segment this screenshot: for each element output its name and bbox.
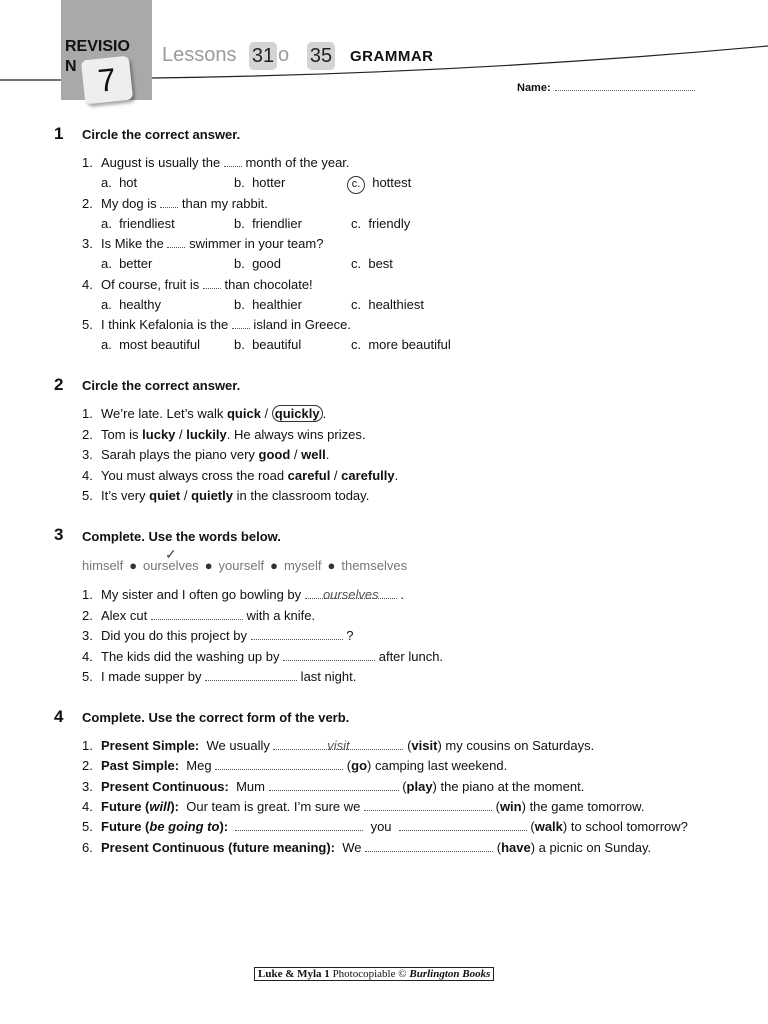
separator: /	[260, 406, 272, 421]
separator: /	[330, 467, 342, 483]
option-text: friendly	[361, 215, 411, 231]
item-text: We	[342, 839, 366, 855]
word-bank	[82, 558, 407, 573]
section-3-number: 3	[54, 525, 64, 544]
word-choice-1[interactable]: quiet	[149, 488, 181, 503]
item-text: the piano at the moment.	[440, 778, 585, 794]
item-number: 6.	[82, 839, 93, 855]
option-b[interactable]	[234, 256, 281, 271]
section-4-title: Complete. Use the correct form of the verb.	[82, 710, 350, 725]
item-text: . He always wins prizes.	[226, 426, 366, 442]
option-c[interactable]	[351, 216, 410, 231]
answer-blank[interactable]: visit	[273, 738, 403, 750]
item-text: my cousins on Saturdays.	[445, 738, 595, 753]
option-letter: b.	[234, 256, 245, 271]
option-a[interactable]	[101, 256, 152, 271]
bullet-icon: ●	[129, 558, 138, 573]
option-text: hotter	[244, 175, 286, 190]
lesson-to: 35	[307, 42, 335, 70]
option-letter: a.	[101, 296, 112, 312]
option-text: beautiful	[244, 337, 302, 352]
question-item	[82, 317, 351, 332]
section-1-title: Circle the correct answer.	[82, 127, 241, 142]
base-verb: go	[351, 758, 368, 774]
word-choice-1[interactable]: careful	[287, 467, 331, 483]
footer-credit	[254, 967, 494, 981]
check-mark-icon: ✓	[165, 546, 177, 562]
option-letter: a.	[101, 337, 112, 352]
answer-blank[interactable]: ourselves	[305, 587, 397, 599]
answer-blank[interactable]	[167, 236, 185, 248]
option-letter: b.	[234, 215, 245, 231]
option-text: friendliest	[111, 215, 175, 231]
circled-option-letter: c.	[347, 176, 365, 194]
word-choice-2[interactable]: well	[301, 447, 326, 462]
footer-photocopiable: Photocopiable	[332, 968, 396, 980]
base-verb: have	[501, 839, 531, 855]
question-text: My dog is	[101, 195, 161, 211]
item-text: you	[363, 819, 399, 835]
sentence-item	[82, 427, 365, 442]
item-text: Alex cut	[101, 607, 151, 623]
item-text: a picnic on Sunday.	[538, 839, 652, 855]
item-number: 1.	[82, 738, 93, 753]
question-number: 2.	[82, 195, 93, 211]
question-item	[82, 196, 268, 211]
footer-publisher: Burlington Books	[409, 968, 491, 980]
sentence-item	[82, 608, 315, 623]
answer-blank[interactable]	[269, 779, 399, 791]
answer-blank[interactable]	[399, 819, 527, 831]
base-verb: play	[406, 778, 433, 794]
tense-label: Past Simple:	[101, 758, 180, 774]
verb-item: 6. Present Continuous (future meaning): We (have) a picnic on Sunday.	[82, 839, 652, 855]
question-text: month of the year.	[241, 155, 350, 170]
item-text: .	[325, 447, 330, 462]
answer-blank[interactable]	[160, 196, 178, 208]
word-choice-2[interactable]: luckily	[186, 426, 227, 442]
option-c[interactable]	[351, 256, 393, 271]
tense-label-italic: will	[149, 798, 171, 814]
option-letter: b.	[234, 296, 245, 312]
lesson-from: 31	[249, 42, 277, 70]
item-number: 3.	[82, 628, 93, 643]
item-number: 1.	[82, 406, 93, 421]
option-letter: a.	[101, 215, 112, 231]
item-number: 4.	[82, 798, 93, 814]
separator: /	[290, 447, 302, 462]
item-text: You must always cross the road	[101, 467, 288, 483]
item-text: Did you do this project by	[101, 628, 251, 643]
option-a[interactable]	[101, 297, 161, 312]
item-number: 2.	[82, 426, 93, 442]
answer-blank[interactable]	[364, 799, 492, 811]
question-text: than chocolate!	[220, 276, 313, 292]
item-text: to school tomorrow?	[570, 819, 688, 835]
verb-item: 3. Present Continuous: Mum (play) the piano at the moment.	[82, 778, 585, 794]
item-text: We usually	[206, 738, 274, 753]
bullet-icon: ●	[327, 558, 336, 573]
answer-blank[interactable]	[205, 669, 297, 681]
word-choice-2[interactable]: quietly	[191, 488, 233, 503]
word-choice-1[interactable]: good	[258, 447, 291, 462]
word-bank-item: themselves	[341, 558, 408, 573]
option-letter: a.	[101, 175, 112, 190]
question-number: 5.	[82, 317, 93, 332]
answer-blank[interactable]	[235, 819, 363, 831]
question-text: I think Kefalonia is the	[101, 317, 232, 332]
sentence-item	[82, 669, 356, 684]
lessons-label: Lessons	[162, 44, 237, 66]
answer-blank[interactable]	[151, 608, 243, 620]
verb-item: 4. Future (will): Our team is great. I’m sure we (win) the game tomorrow.	[82, 798, 645, 814]
lesson-to-word: o	[278, 44, 290, 66]
bullet-icon: ●	[204, 558, 213, 573]
option-text: friendlier	[244, 215, 302, 231]
item-text: The kids did the washing up by	[101, 648, 284, 664]
item-text: I made supper by	[101, 669, 206, 684]
question-number: 4.	[82, 276, 93, 292]
item-text: in the classroom today.	[232, 488, 370, 503]
item-number: 3.	[82, 778, 93, 794]
option-text: hottest	[365, 175, 412, 190]
option-letter: a.	[101, 256, 112, 271]
option-text: most beautiful	[111, 337, 200, 352]
sentence-item	[82, 488, 369, 503]
option-text: more beautiful	[361, 337, 451, 352]
option-letter: c.	[351, 337, 362, 352]
item-text: Sarah plays the piano very	[101, 447, 259, 462]
verb-item: 1. Present Simple: We usually visit (visit) my cousins on Saturdays.	[82, 738, 595, 753]
answer-blank[interactable]	[283, 649, 375, 661]
answer-blank[interactable]	[215, 758, 343, 770]
item-text: It’s very	[101, 488, 150, 503]
section-2-number: 2	[54, 375, 64, 394]
option-c[interactable]	[351, 175, 411, 194]
word-choice-2[interactable]: quickly	[272, 405, 323, 422]
question-item	[82, 277, 313, 292]
item-number: 5.	[82, 819, 93, 835]
item-number: 1.	[82, 587, 93, 602]
name-label: Name:	[517, 82, 551, 94]
question-text: August is usually the	[101, 155, 224, 170]
answer-blank[interactable]	[203, 277, 221, 289]
tense-label: Future (be going to):	[101, 819, 229, 835]
item-text: Meg	[186, 758, 216, 774]
answer-blank[interactable]	[232, 317, 250, 329]
verb-item: 2. Past Simple: Meg (go) camping last weekend.	[82, 758, 508, 774]
option-b[interactable]	[234, 337, 301, 352]
word-choice-2[interactable]: carefully	[341, 467, 395, 483]
option-a[interactable]	[101, 216, 175, 231]
option-letter: c.	[351, 215, 362, 231]
sentence-item	[82, 649, 443, 664]
question-number: 1.	[82, 155, 93, 170]
sentence-item	[82, 406, 326, 421]
sentence-item	[82, 468, 398, 483]
footer-book: Luke & Myla 1	[258, 968, 330, 980]
sentence-item	[82, 628, 353, 643]
revision-number: 7	[81, 56, 133, 105]
item-text: ?	[342, 628, 354, 643]
separator: /	[175, 426, 187, 442]
base-verb: win	[499, 798, 522, 814]
option-text: best	[361, 256, 393, 271]
section-2-title: Circle the correct answer.	[82, 378, 241, 393]
base-verb: visit	[411, 738, 438, 753]
footer-copyright: ©	[398, 968, 407, 980]
item-text: after lunch.	[375, 648, 444, 664]
option-text: healthier	[244, 296, 302, 312]
option-a[interactable]	[101, 337, 200, 352]
item-text: Our team is great. I’m sure we	[186, 798, 364, 814]
tense-label-italic: be going to	[149, 819, 220, 835]
bullet-icon: ●	[270, 558, 278, 573]
item-number: 2.	[82, 607, 93, 623]
item-text: My sister and I often go bowling by	[101, 587, 305, 602]
word-bank-item: myself	[283, 558, 322, 573]
option-text: better	[111, 256, 153, 271]
question-text: swimmer in your team?	[185, 236, 324, 251]
item-text: Tom is	[101, 426, 143, 442]
word-bank-item: himself	[82, 558, 124, 573]
item-number: 4.	[82, 467, 93, 483]
tense-label: Present Simple:	[101, 738, 200, 753]
question-text: Of course, fruit is	[101, 276, 203, 292]
section-name: GRAMMAR	[350, 48, 434, 65]
option-a[interactable]	[101, 175, 137, 190]
option-text: hot	[111, 175, 138, 190]
answer-blank[interactable]	[251, 628, 343, 640]
item-text: .	[322, 406, 327, 421]
question-text: Is Mike the	[101, 236, 168, 251]
question-item	[82, 155, 350, 170]
question-text: island in Greece.	[249, 317, 351, 332]
item-text: last night.	[297, 669, 357, 684]
word-choice-1[interactable]: quick	[226, 406, 261, 421]
item-text: We’re late. Let’s walk	[101, 406, 227, 421]
option-c[interactable]	[351, 337, 451, 352]
option-c[interactable]	[351, 297, 424, 312]
option-b[interactable]	[234, 297, 302, 312]
item-number: 4.	[82, 648, 93, 664]
item-text: .	[394, 467, 399, 483]
option-b[interactable]	[234, 216, 302, 231]
question-text: than my rabbit.	[178, 195, 268, 211]
revision-label: REVISIO N	[65, 38, 130, 75]
answer-blank[interactable]	[365, 840, 493, 852]
item-text: camping last weekend.	[374, 758, 508, 774]
sentence-item	[82, 447, 329, 462]
item-number: 3.	[82, 447, 93, 462]
item-text: the game tomorrow.	[529, 798, 645, 814]
word-bank-item: yourself	[218, 558, 265, 573]
section-3-title: Complete. Use the words below.	[82, 529, 281, 544]
item-text: .	[396, 587, 405, 602]
revision-tab	[61, 0, 152, 100]
question-item	[82, 236, 323, 251]
tense-label: Present Continuous:	[101, 778, 229, 794]
item-text: with a knife.	[242, 607, 316, 623]
name-line[interactable]	[555, 81, 695, 91]
item-number: 5.	[82, 669, 93, 684]
option-text: healthiest	[361, 296, 424, 312]
option-letter: c.	[351, 256, 362, 271]
option-letter: c.	[351, 296, 362, 312]
option-text: healthy	[111, 296, 161, 312]
option-letter: b.	[234, 175, 245, 190]
section-1-number: 1	[54, 124, 64, 143]
word-choice-1[interactable]: lucky	[142, 426, 176, 442]
word-bank-item: ourselves	[143, 558, 199, 573]
separator: /	[180, 488, 192, 503]
option-b[interactable]	[234, 175, 285, 190]
tense-label: Present Continuous (future meaning):	[101, 839, 335, 855]
section-4-number: 4	[54, 707, 64, 726]
sentence-item	[82, 587, 404, 602]
answer-blank[interactable]	[224, 155, 242, 167]
name-field[interactable]	[517, 81, 695, 94]
base-verb: walk	[534, 819, 563, 835]
item-number: 2.	[82, 758, 93, 774]
option-text: good	[244, 256, 281, 271]
item-number: 5.	[82, 488, 93, 503]
item-text: Mum	[236, 778, 269, 794]
option-letter: b.	[234, 337, 245, 352]
verb-item: 5. Future (be going to): you (walk) to school tomorrow?	[82, 819, 688, 835]
tense-label: Future (will):	[101, 798, 180, 814]
question-number: 3.	[82, 236, 93, 251]
